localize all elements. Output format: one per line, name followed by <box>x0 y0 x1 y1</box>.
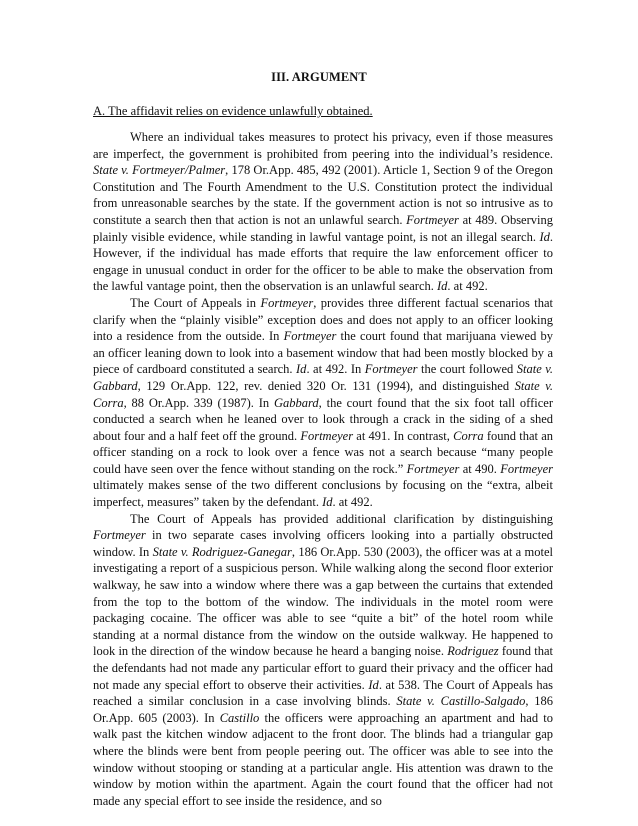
text-run: the court followed <box>417 362 517 377</box>
italic-citation: Fortmeyer <box>93 528 146 543</box>
italic-citation: Fortmeyer <box>364 362 418 377</box>
italic-citation: Fortmeyer <box>406 212 459 227</box>
italic-citation: State v. Fortmeyer/Palmer <box>93 163 226 178</box>
italic-citation: Castillo <box>219 710 260 725</box>
text-run: at 490. <box>459 461 501 476</box>
text-run: 129 Or.App. 122, rev. denied 320 Or. 131 (1994), and distinguished <box>140 378 515 393</box>
italic-citation: Id <box>437 279 448 294</box>
text-run: the officers were approaching an apartment and had to walk past the kitchen window adjacent to the front door. The blinds had a triangular gap where the blinds were bent from people peering out. The officer was able to see into the window without stooping or standing at a particular angle. His attention was drawn to the window by motion within the apartment. Again the court found that the officer had not made any special effort to see inside the residence, and so <box>93 710 553 808</box>
text-run: at 489. Observing plainly visible evidence, while standing in lawful vantage point, is not an illegal search. <box>93 212 553 244</box>
italic-citation: Rodriguez <box>447 644 499 659</box>
text-run: at 491. In contrast, <box>353 428 454 443</box>
italic-citation: Fortmeyer <box>283 329 337 344</box>
paragraph <box>93 295 553 511</box>
text-run: , provides three different factual scenarios that clarify when the “plainly visible” exception does and does not apply to an officer looking into a residence from the outside. In <box>93 295 553 344</box>
text-run: , 186 Or.App. 530 (2003), the officer was at a motel investigating a report of a suspicious person. While walking along the second floor exterior walkway, he saw into a window where there was a gap between the curtains that extended from the top to the bottom of the window. The individuals in the motel room were packaging cocaine. The officer was able to see “quite a bit” of the hotel room while standing at a normal distance from the window on the outside walkway. He happened to look in the direction of the window because he heard a banging noise. <box>93 544 553 659</box>
text-run: , the court found that the six foot tall officer conducted a search when he leaned over to look through a crack in the siding of a shed about four and a half feet off the ground. <box>93 395 553 443</box>
paragraph <box>93 129 553 295</box>
italic-citation: Fortmeyer <box>406 461 460 476</box>
italic-citation: Id <box>539 229 550 244</box>
text-run: . at 538. The Court of Appeals has reached a similar conclusion in a case involving blinds. <box>93 677 553 709</box>
text-run: . at 492. <box>332 495 373 510</box>
italic-citation: Id <box>368 677 379 692</box>
italic-citation: State v. Gabbard, <box>93 362 553 393</box>
text-run: 88 Or.App. 339 (1987). In <box>126 395 274 410</box>
section-heading: III. ARGUMENT <box>271 70 367 84</box>
text-run: ultimately makes sense of the two different conclusions by focusing on the “extra, albeit imperfect, measures” taken by the defendant. <box>93 478 553 510</box>
text-run: , 178 Or.App. 485, 492 (2001). Article 1, Section 9 of the Oregon Constitution and The Fourth Amendment to the U.S. Constitution protect the individual from unreasonable searches by the state. If the government action is not so intrusive as to constitute a search then that action is not an unlawful search. <box>93 163 553 227</box>
text-run: , 186 Or.App. 605 (2003). In <box>93 694 553 725</box>
text-run: The Court of Appeals in <box>130 295 261 310</box>
text-run: . at 492. In <box>306 362 365 377</box>
text-run: the court found that marijuana viewed by an officer leaning down to look into a basement window that had been mostly blocked by a piece of cardboard constituted a search. <box>93 329 554 377</box>
italic-citation: Fortmeyer <box>300 428 354 443</box>
italic-citation: Id <box>296 362 307 377</box>
paragraph <box>93 511 553 810</box>
italic-citation: State v. Corra, <box>93 378 553 410</box>
text-run: The Court of Appeals has provided additional clarification by distinguishing <box>130 511 553 526</box>
italic-citation: Id <box>322 495 333 510</box>
italic-citation: Fortmeyer <box>260 295 314 310</box>
italic-citation: Fortmeyer <box>500 461 553 476</box>
italic-citation: State v. Rodriguez-Ganegar <box>152 544 292 559</box>
text-run: Where an individual takes measures to protect his privacy, even if those measures are imperfect, the government is prohibited from peering into the individual’s residence. <box>93 130 553 161</box>
italic-citation: State v. Castillo-Salgado <box>396 694 526 709</box>
italic-citation: Corra <box>453 428 484 443</box>
text-run: . However, if the individual has made efforts that require the law enforcement officer to engage in unusual conduct in order for the officer to be able to make the observation from the lawful vantage point, then the observation is an unlawful search. <box>93 229 553 294</box>
text-run: in two separate cases involving officers looking into a partially obstructed window. In <box>93 528 553 559</box>
italic-citation: Gabbard <box>273 395 319 410</box>
subsection-heading: A. The affidavit relies on evidence unlawfully obtained. <box>93 104 373 118</box>
body-text <box>93 129 553 809</box>
text-run: found that the defendants had not made any particular effort to guard their privacy and the officer had not made any special effort to observe their activities. <box>93 644 553 692</box>
text-run: found that an officer standing on a rock to look over a fence was not a search because “many people could have seen over the fence without standing on the rock.” <box>93 428 553 476</box>
text-run: . at 492. <box>447 279 488 294</box>
